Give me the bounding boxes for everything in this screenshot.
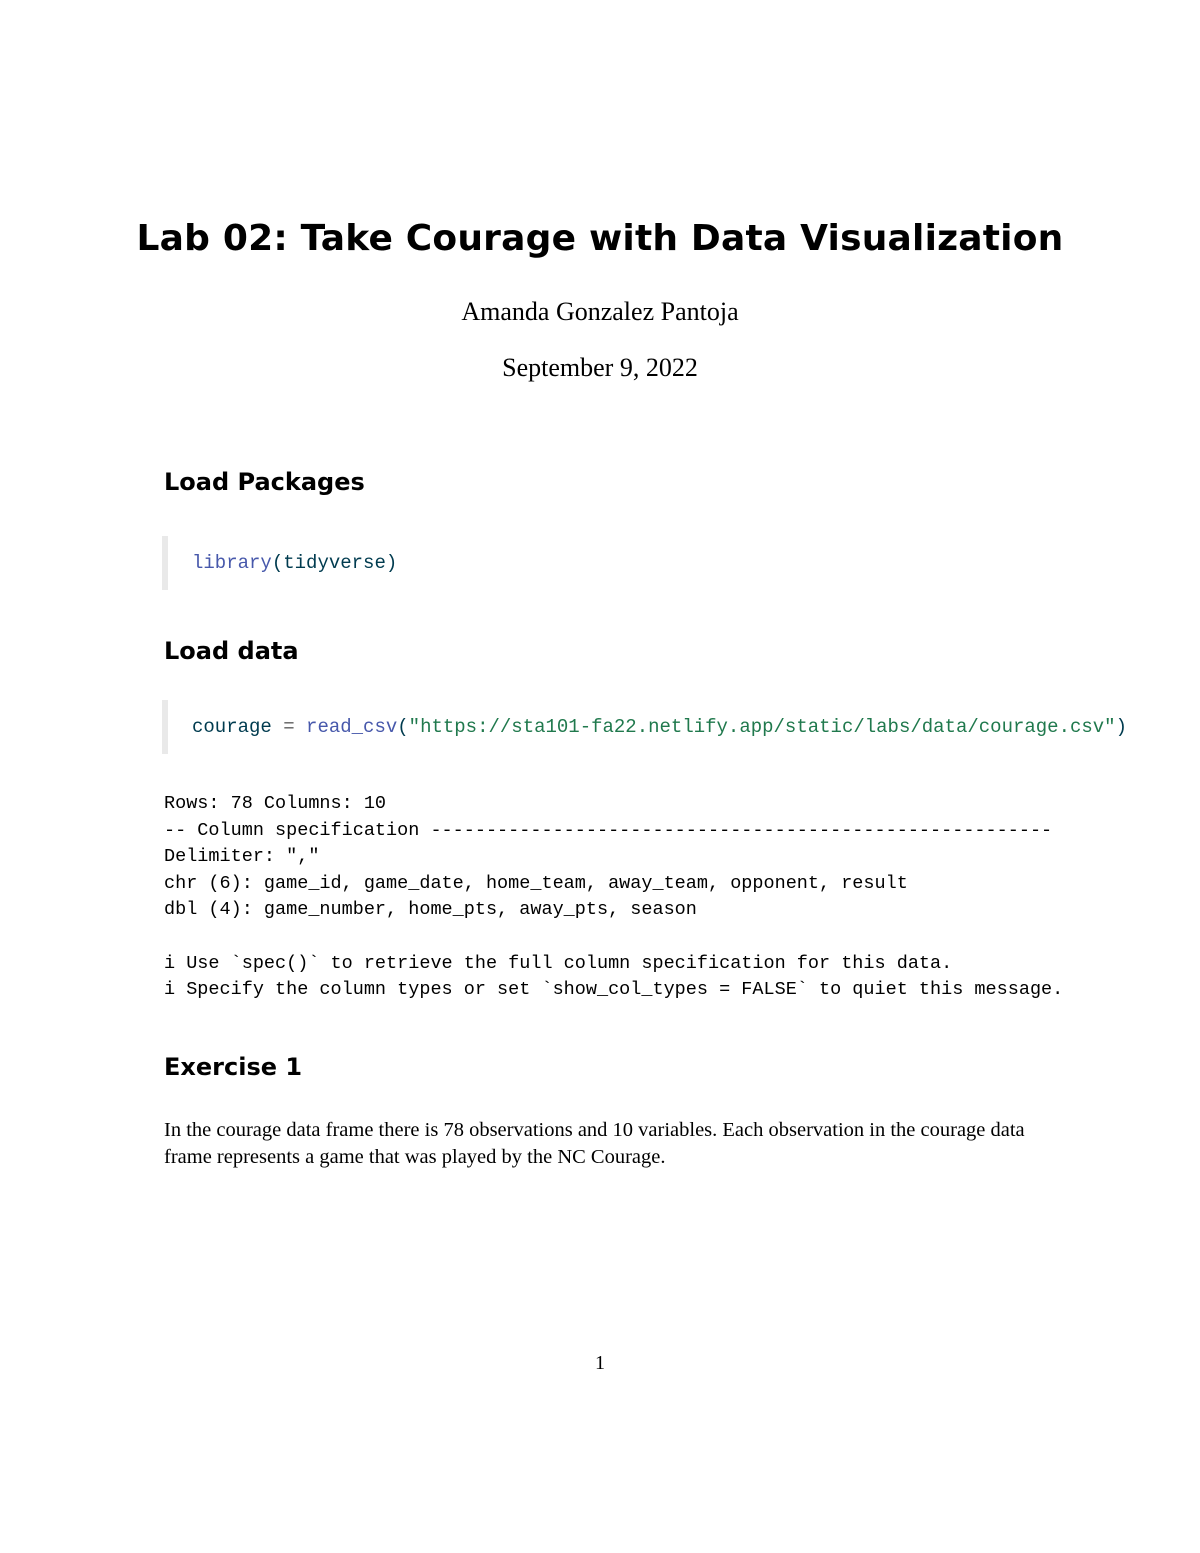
document-author: Amanda Gonzalez Pantoja xyxy=(461,297,739,326)
code-assign-operator: = xyxy=(271,716,307,738)
code-paren-close: ) xyxy=(385,552,398,574)
output-line: i Use `spec()` to retrieve the full column specification for this data. xyxy=(164,952,953,974)
exercise-1-paragraph: In the courage data frame there is 78 observations and 10 variables. Each observation in the courage data frame represents a game that was played by the NC Courage. xyxy=(164,1119,1025,1168)
code-string-url: "https://sta101-fa22.netlify.app/static/labs/data/courage.csv" xyxy=(408,716,1116,738)
code-variable-courage: courage xyxy=(192,716,272,738)
code-block-load-data xyxy=(162,700,1127,754)
heading-exercise-1: Exercise 1 xyxy=(164,1053,303,1081)
code-paren-close: ) xyxy=(1115,716,1127,738)
code-function-read-csv: read_csv xyxy=(306,716,398,738)
output-line: -- Column specification -------------------------------------------------------- xyxy=(164,819,1053,841)
heading-load-data: Load data xyxy=(164,637,299,665)
code-paren-open: ( xyxy=(271,552,284,574)
heading-load-packages: Load Packages xyxy=(164,468,365,496)
page-number: 1 xyxy=(595,1352,605,1374)
document-title: Lab 02: Take Courage with Data Visualization xyxy=(136,218,1064,259)
code-arg-tidyverse: tidyverse xyxy=(283,552,386,574)
output-line: i Specify the column types or set `show_col_types = FALSE` to quiet this message. xyxy=(164,979,1064,1001)
output-line: Delimiter: "," xyxy=(164,846,320,868)
code-block-load-packages xyxy=(162,536,397,590)
code-function-library: library xyxy=(192,552,272,574)
console-output xyxy=(164,791,1063,1004)
document-date: September 9, 2022 xyxy=(502,353,698,382)
output-line: dbl (4): game_number, home_pts, away_pts, season xyxy=(164,899,697,921)
output-line: chr (6): game_id, game_date, home_team, away_team, opponent, result xyxy=(164,872,908,894)
output-line: Rows: 78 Columns: 10 xyxy=(164,793,387,814)
code-paren-open: ( xyxy=(397,716,409,738)
